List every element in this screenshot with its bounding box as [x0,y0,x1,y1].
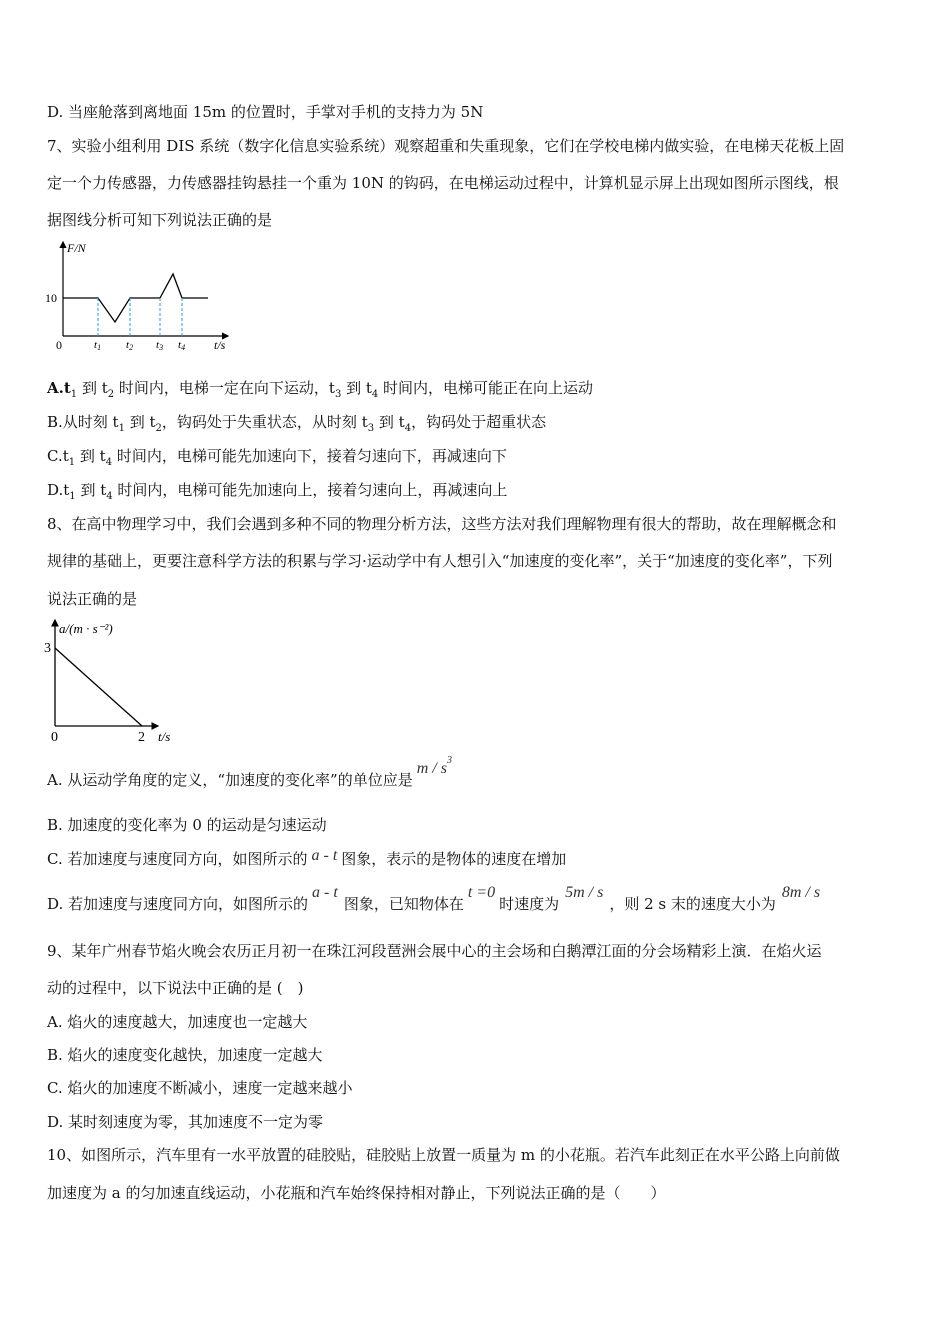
q8-option-a: A. 从运动学角度的定义，“加速度的变化率”的单位应是m / $s^3$ [47,755,452,789]
q6-option-d: D. 当座舱落到离地面 15m 的位置时，手掌对手机的支持力为 5N [47,103,484,121]
q7-tick-t2: t2 [126,339,134,352]
q8-option-d: D. 若加速度与速度同方向，如图所示的a - t图象，已知物体在t =0时速度为5m / s，则 2 s 末的速度大小为8m / s [47,884,821,913]
q9-option-c: C. 焰火的加速度不断减小，速度一定越来越小 [47,1079,353,1097]
q8-option-a-unit: m / s [416,760,447,777]
q10-stem-line-1: 10、如图所示，汽车里有一水平放置的硅胶贴，硅胶贴上放置一质量为 m 的小花瓶。若汽车此刻正在水平公路上向前做 [47,1146,840,1164]
q8-stem-line-3: 说法正确的是 [47,590,138,608]
q8-stem-line-1: 8、在高中物理学习中，我们会遇到多种不同的物理分析方法，这些方法对我们理解物理有很大的帮助，故在理解概念和 [47,515,837,533]
q8-origin: 0 [51,730,58,745]
q9-option-b: B. 焰火的速度变化越快，加速度一定越大 [47,1046,323,1064]
q7-tick-t3: t3 [156,339,164,352]
q8-x-label: t/s [158,729,171,744]
q7-origin: 0 [56,338,62,352]
q8-option-b: B. 加速度的变化率为 0 的运动是匀速运动 [47,816,327,834]
q8-x-tick-2: 2 [138,730,145,745]
q7-option-d: $D.t_1$ 到 $t_4$ 时间内，电梯可能先加速向上，接着匀速向上，再减速向上 [47,481,508,502]
q9-stem-line-2: 动的过程中，以下说法中正确的是 ( ) [47,979,304,997]
q7-stem-line-1: 7、实验小组利用 DIS 系统（数字化信息实验系统）观察超重和失重现象，它们在学校电梯内做实验，在电梯天花板上固 [47,137,845,155]
q8-y-tick-3: 3 [44,641,51,656]
q7-x-label: t/s [214,338,226,352]
q9-option-d: D. 某时刻速度为零，其加速度不一定为零 [47,1113,324,1131]
q10-stem-line-2: 加速度为 a 的匀加速直线运动，小花瓶和汽车始终保持相对静止，下列说法正确的是（ ） [47,1184,666,1202]
q7-force-curve [63,274,208,322]
q8-a-t-line [55,648,142,726]
q8-stem-line-2: 规律的基础上，更要注意科学方法的积累与学习·运动学中有人想引入“加速度的变化率”，关于“加速度的变化率”，下列 [47,552,833,570]
q7-option-b: B.从时刻 $t_1$ 到 $t_2$，钩码处于失重状态，从时刻 $t_3$ 到 $t_4$，钩码处于超重状态 [47,413,547,434]
q7-y-label: F/N [67,241,86,255]
q7-tick-t4: t4 [178,339,186,352]
q7-stem-line-2: 定一个力传感器，力传感器挂钩悬挂一个重为 10N 的钩码，在电梯运动过程中，计算机显示屏上出现如图所示图线，根 [47,174,839,192]
q7-tick-t1: t1 [94,339,102,352]
q7-option-a: $A.t_1$ 到 $t_2$ 时间内，电梯一定在向下运动，$t_3$ 到 $t_4$ 时间内，电梯可能正在向上运动 [47,379,594,400]
q8-y-label: a/(m · s⁻²) [59,621,113,636]
q7-stem-line-3: 据图线分析可知下列说法正确的是 [47,211,273,229]
q7-option-c: $C.t_1$ 到 $t_4$ 时间内，电梯可能先加速向下，接着匀速向下，再减速向下 [47,447,507,468]
q7-y-tick-10: 10 [45,291,57,305]
q8-acceleration-time-graph [40,614,190,748]
q7-force-time-graph [40,236,240,356]
q9-option-a: A. 焰火的速度越大，加速度也一定越大 [47,1013,308,1031]
q8-option-c: C. 若加速度与速度同方向，如图所示的 a - t 图象，表示的是物体的速度在增加 [47,847,567,868]
q9-stem-line-1: 9、某年广州春节焰火晚会农历正月初一在珠江河段琶洲会展中心的主会场和白鹅潭江面的分会场精彩上演．在焰火运 [47,942,822,960]
